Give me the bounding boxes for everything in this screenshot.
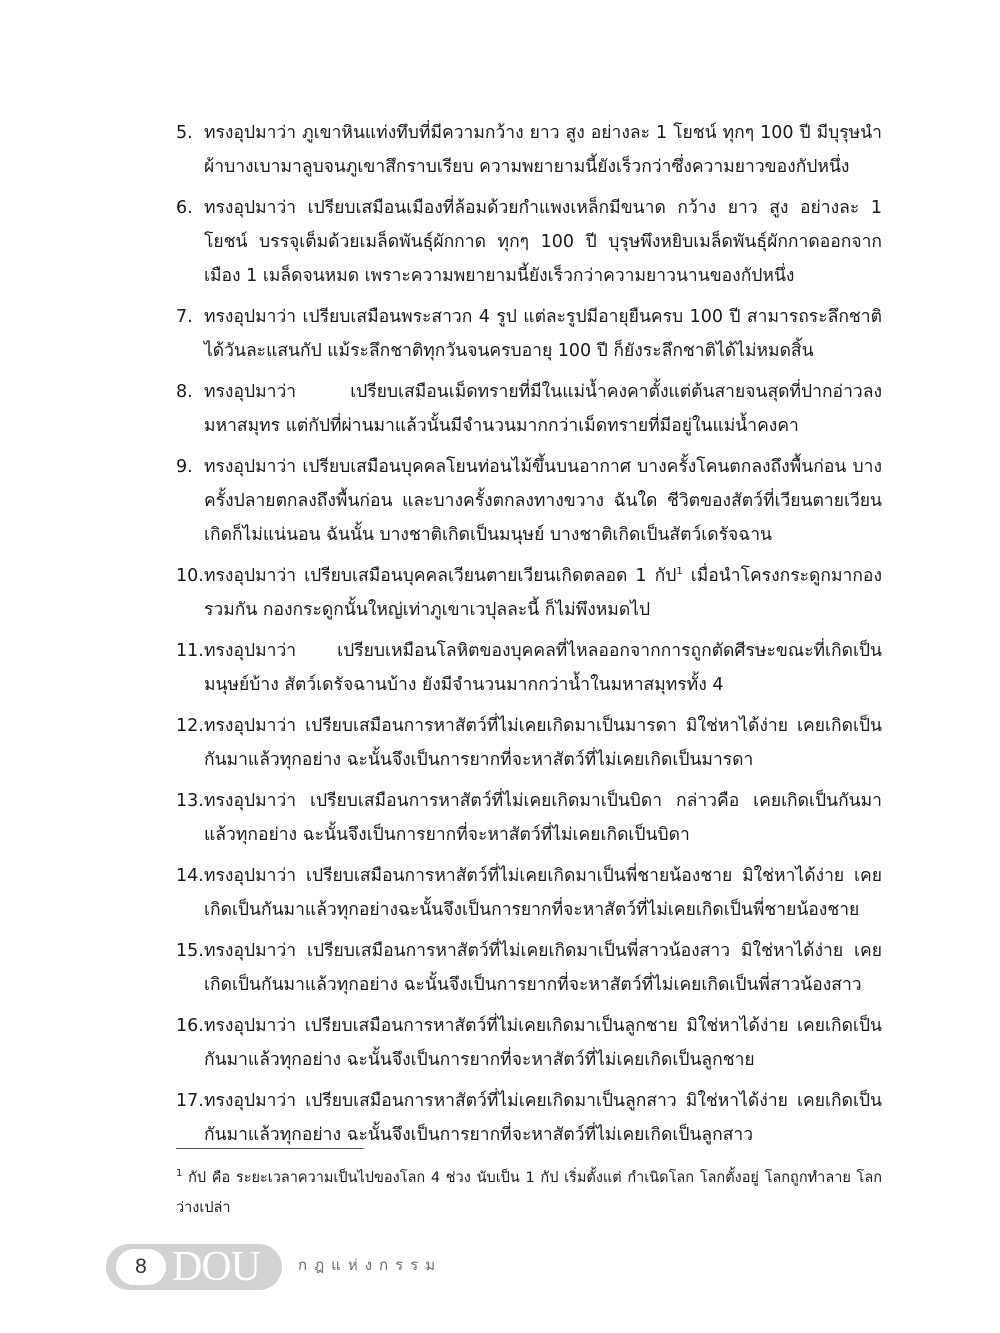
footnote-body	[104, 1163, 882, 1223]
item-text: ทรงอุปมาว่า เปรียบเสมือนการหาสัตว์ที่ไม่เคยเกิดมาเป็นบิดา กล่าวคือ เคยเกิดเป็นกันมาแล้วทุกอย่าง ฉะนั้นจึงเป็นการยากที่จะหาสัตว์ที่ไม่เคยเกิดเป็นบิดา	[204, 791, 882, 845]
list-item	[176, 191, 882, 293]
brand-logo: DOU	[172, 1244, 260, 1290]
item-number: 17.	[176, 1091, 204, 1111]
list-item	[176, 300, 882, 368]
item-text: ทรงอุปมาว่า เปรียบเสมือนการหาสัตว์ที่ไม่เคยเกิดมาเป็นพี่ชายน้องชาย มิใช่หาได้ง่าย เคยเกิดเป็นกันมาแล้วทุกอย่างฉะนั้นจึงเป็นการยากที่จะหาสัตว์ที่ไม่เคยเกิดเป็นพี่ชายน้องชาย	[204, 866, 882, 920]
item-text: ทรงอุปมาว่า เปรียบเสมือนการหาสัตว์ที่ไม่เคยเกิดมาเป็นลูกสาว มิใช่หาได้ง่าย เคยเกิดเป็นกันมาแล้วทุกอย่าง ฉะนั้นจึงเป็นการยากที่จะหาสัตว์ที่ไม่เคยเกิดเป็นลูกสาว	[204, 1091, 882, 1145]
running-title: กฎแห่งกรรม	[298, 1256, 443, 1274]
footnote	[104, 1163, 882, 1223]
item-text: ทรงอุปมาว่า เปรียบเสมือนเมืองที่ล้อมด้วยกำแพงเหล็กมีขนาด กว้าง ยาว สูง อย่างละ 1 โยชน์ บรรจุเต็มด้วยเมล็ดพันธุ์ผักกาด ทุกๆ 100 ปี บุรุษพึงหยิบเมล็ดพันธุ์ผักกาดออกจากเมือง 1 เมล็ดจนหมด เพราะความพยายามนี้ยังเร็วกว่าความยาวนานของกัปหนึ่ง	[204, 198, 882, 286]
list-item	[176, 859, 882, 927]
item-number: 8.	[176, 382, 193, 402]
footnote-divider	[176, 1148, 364, 1149]
item-text-continued: เมื่อนำโครงกระดูกมากองรวมกัน กองกระดูกนั้นใหญ่เท่าภูเขาเวปุลละนี้ ก็ไม่พึงหมดไป	[204, 566, 882, 620]
item-number: 15.	[176, 941, 204, 961]
item-text: ทรงอุปมาว่า เปรียบเสมือนการหาสัตว์ที่ไม่เคยเกิดมาเป็นพี่สาวน้องสาว มิใช่หาได้ง่าย เคยเกิดเป็นกันมาแล้วทุกอย่าง ฉะนั้นจึงเป็นการยากที่จะหาสัตว์ที่ไม่เคยเกิดเป็นพี่สาวน้องสาว	[204, 941, 882, 995]
list-item	[176, 784, 882, 852]
item-text: ทรงอุปมาว่า เปรียบเสมือนบุคคลเวียนตายเวียนเกิดตลอด 1 กัป	[204, 566, 677, 586]
list-item	[176, 634, 882, 702]
list-item	[176, 934, 882, 1002]
item-text: ทรงอุปมาว่า เปรียบเสมือนการหาสัตว์ที่ไม่เคยเกิดมาเป็นลูกชาย มิใช่หาได้ง่าย เคยเกิดเป็นกันมาแล้วทุกอย่าง ฉะนั้นจึงเป็นการยากที่จะหาสัตว์ที่ไม่เคยเกิดเป็นลูกชาย	[204, 1016, 882, 1070]
item-number: 11.	[176, 641, 204, 661]
item-number: 6.	[176, 198, 193, 218]
item-text: ทรงอุปมาว่า เปรียบเหมือนโลหิตของบุคคลที่ไหลออกจากการถูกตัดศีรษะขณะที่เกิดเป็นมนุษย์บ้าง สัตว์เดรัจฉานบ้าง ยังมีจำนวนมากกว่าน้ำในมหาสมุทรทั้ง 4	[204, 641, 882, 695]
item-number: 13.	[176, 791, 204, 811]
item-text: ทรงอุปมาว่า ภูเขาหินแท่งทึบที่มีความกว้าง ยาว สูง อย่างละ 1 โยชน์ ทุกๆ 100 ปี มีบุรุษนำผ้าบางเบามาลูบจนภูเขาสึกราบเรียบ ความพยายามนี้ยังเร็วกว่าซึ่งความยาวของกัปหนึ่ง	[204, 123, 882, 177]
list-item	[176, 450, 882, 552]
item-number: 10.	[176, 566, 204, 586]
list-item	[176, 1009, 882, 1077]
item-number: 5.	[176, 123, 193, 143]
item-text: ทรงอุปมาว่า เปรียบเสมือนบุคคลโยนท่อนไม้ขึ้นบนอากาศ บางครั้งโคนตกลงถึงพื้นก่อน บางครั้งปลายตกลงถึงพื้นก่อน และบางครั้งตกลงทางขวาง ฉันใด ชีวิตของสัตว์ที่เวียนตายเวียนเกิดก็ไม่แน่นอน ฉันนั้น บางชาติเกิดเป็นมนุษย์ บางชาติเกิดเป็นสัตว์เดรัจฉาน	[204, 457, 882, 545]
page-number: 8	[116, 1249, 166, 1285]
item-number: 9.	[176, 457, 193, 477]
list-item	[176, 116, 882, 184]
item-text: ทรงอุปมาว่า เปรียบเสมือนเม็ดทรายที่มีในแม่น้ำคงคาตั้งแต่ต้นสายจนสุดที่ปากอ่าวลงมหาสมุทร แต่กัปที่ผ่านมาแล้วนั้นมีจำนวนมากกว่าเม็ดทรายที่มีอยู่ในแม่น้ำคงคา	[204, 382, 882, 436]
item-text: ทรงอุปมาว่า เปรียบเสมือนการหาสัตว์ที่ไม่เคยเกิดมาเป็นมารดา มิใช่หาได้ง่าย เคยเกิดเป็นกันมาแล้วทุกอย่าง ฉะนั้นจึงเป็นการยากที่จะหาสัตว์ที่ไม่เคยเกิดเป็นมารดา	[204, 716, 882, 770]
item-number: 12.	[176, 716, 204, 736]
item-number: 16.	[176, 1016, 204, 1036]
item-number: 14.	[176, 866, 204, 886]
footnote-reference[interactable]: 1	[676, 566, 683, 578]
footnote-marker: 1	[176, 1168, 183, 1180]
list-item	[176, 709, 882, 777]
footnote-text: กัป คือ ระยะเวลาความเป็นไปของโลก 4 ช่วง นับเป็น 1 กัป เริ่มตั้งแต่ กำเนิดโลก โลกตั้งอยู่ โลกถูกทำลาย โลกว่างเปล่า	[176, 1170, 883, 1216]
item-number: 7.	[176, 307, 193, 327]
main-content	[176, 116, 882, 1159]
list-item	[176, 375, 882, 443]
list-item	[176, 559, 882, 627]
item-text: ทรงอุปมาว่า เปรียบเสมือนพระสาวก 4 รูป แต่ละรูปมีอายุยืนครบ 100 ปี สามารถระลึกชาติได้วันละแสนกัป แม้ระลึกชาติทุกวันจนครบอายุ 100 ปี ก็ยังระลึกชาติได้ไม่หมดสิ้น	[204, 307, 882, 361]
list-item	[176, 1084, 882, 1152]
